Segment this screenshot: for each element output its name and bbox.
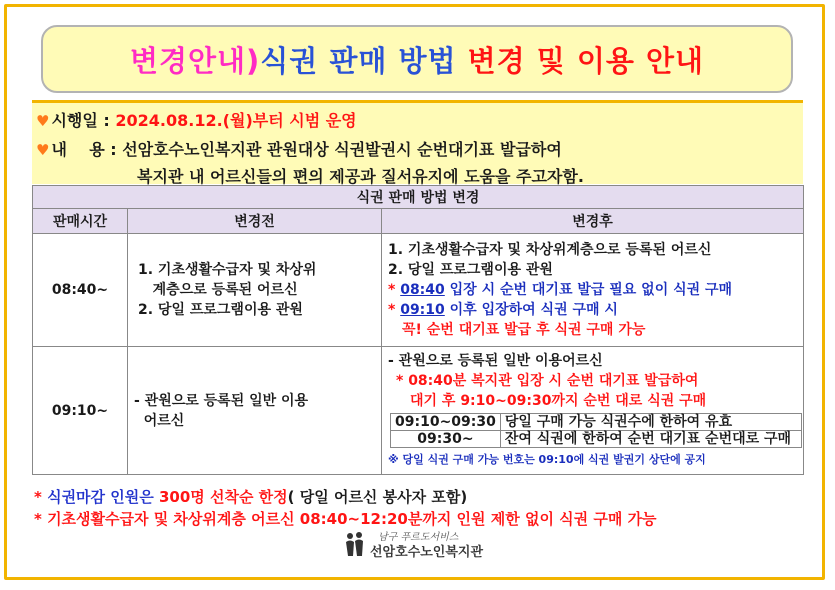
mini-desc: 잔여 식권에 한하여 순번 대기표 순번대로 구매 [500,431,801,448]
title-suffix: 변경 및 이용 안내 [467,43,705,78]
footer-line-1 [34,486,467,507]
star-mark: * [388,282,401,298]
row1-after-text: 입장 시 순번 대기표 발급 필요 없이 식권 구매 [444,282,733,298]
row2-note: ※ 당일 식권 구매 가능 번호는 09:10에 식권 발권기 상단에 공지 [388,453,706,466]
table-row [391,414,802,431]
star-mark: * [34,488,48,506]
footer-text: ( 당일 어르신 봉사자 포함) [287,488,468,506]
date-label: 시행일 : [51,111,116,130]
row2-after-line: 대기 후 9:10~09:30까지 순번 대로 식권 구매 [410,393,707,409]
star-mark: * [388,302,401,318]
title-banner [41,25,793,93]
row1-after-line [388,300,797,320]
footer-line-2: * 기초생활수급자 및 차상위계층 어르신 08:40~12:20분까지 인원 제한 없이 식권 구매 가능 [34,510,657,528]
content-line-2: 복지관 내 어르신들의 편의 제공과 질서유지에 도움을 주고자함. [137,167,584,186]
row1-after-text: 이후 입장하여 식권 구매 시 [444,302,618,318]
row2-after-line: - 관원으로 등록된 일반 이용어르신 [388,353,603,369]
row2-before [128,347,382,475]
row2-after [382,347,804,475]
info-content-line [36,137,562,160]
ticket-time-table [390,413,802,448]
heart-icon: ♥ [36,141,50,159]
row1-before-line: 2. 당일 프로그램이용 관원 [138,302,303,318]
footer-text: 식권마감 인원은 [47,488,159,506]
row1-after-time-0840: 08:40 [400,282,445,298]
row1-after-time-0910: 09:10 [400,302,445,318]
mini-time: 09:10~09:30 [391,414,501,431]
title-middle: 식권 판매 방법 [260,43,468,78]
row1-before-line: 계층으로 등록된 어르신 [138,282,298,298]
mini-time: 09:30~ [391,431,501,448]
row1-after-line: 2. 당일 프로그램이용 관원 [388,262,553,278]
row2-before-line: - 관원으로 등록된 일반 이용 [134,392,309,409]
header-sales-time: 판매시간 [33,209,128,234]
center-logo [342,528,514,562]
content-line-1: 선암호수노인복지관 관원대상 식권발권시 순번대기표 발급하여 [122,140,562,159]
row1-after-line: 1. 기초생활수급자 및 차상위계층으로 등록된 어르신 [388,242,712,258]
date-value: 2024.08.12.(월)부터 시범 운영 [115,111,357,130]
table-row [391,431,802,448]
sales-method-table [32,185,804,475]
header-before: 변경전 [128,209,382,234]
row1-after-warning: 꼭! 순번 대기표 발급 후 식권 구매 가능 [402,322,646,338]
row2-after-line: * 08:40분 복지관 입장 시 순번 대기표 발급하여 [396,373,699,389]
mini-desc: 당일 구매 가능 식권수에 한하여 유효 [500,414,801,431]
title-prefix: 변경안내) [129,43,261,78]
logo-script-text: 남구 푸르도서비스 [378,532,459,543]
logo-name-text: 선암호수노인복지관 [370,545,484,560]
info-date-line [36,108,357,131]
row1-before [128,234,382,347]
content-label: 내 용 : [51,140,123,159]
table-main-header: 식권 판매 방법 변경 [33,186,804,209]
row1-after-line [388,280,797,300]
row2-before-line: 어르신 [134,412,185,429]
header-after: 변경후 [382,209,804,234]
row1-after [382,234,804,347]
people-logo-icon [342,530,368,560]
row1-time: 08:40~ [33,234,128,347]
heart-icon: ♥ [36,112,50,130]
row2-time: 09:10~ [33,347,128,475]
footer-highlight: 300명 선착순 한정 [158,488,288,506]
info-section [32,100,803,184]
row1-before-line: 1. 기초생활수급자 및 차상위 [138,262,317,278]
